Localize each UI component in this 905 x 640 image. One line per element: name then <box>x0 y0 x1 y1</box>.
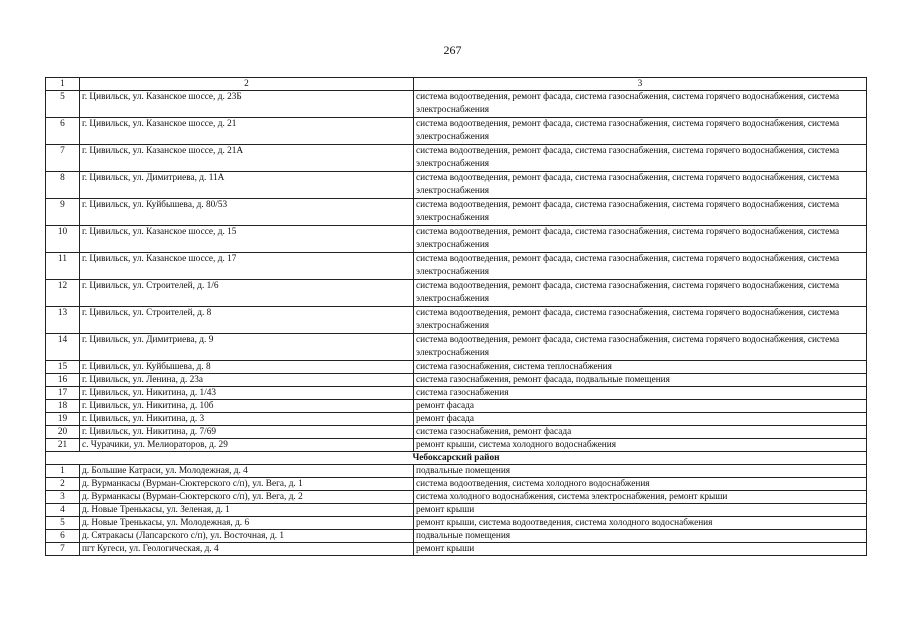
address-cell: г. Цивильск, ул. Казанское шоссе, д. 17 <box>80 253 414 280</box>
row-number-cell: 7 <box>46 145 80 172</box>
works-cell: система водоотведения, ремонт фасада, система газоснабжения, система горячего водоснабжения, система электроснабжения <box>414 226 867 253</box>
table-row <box>46 253 867 280</box>
address-cell: г. Цивильск, ул. Казанское шоссе, д. 23Б <box>80 91 414 118</box>
row-number-cell: 13 <box>46 307 80 334</box>
address-cell: г. Цивильск, ул. Строителей, д. 8 <box>80 307 414 334</box>
works-cell: система водоотведения, система холодного водоснабжения <box>414 478 867 491</box>
address-cell: г. Цивильск, ул. Никитина, д. 7/69 <box>80 426 414 439</box>
table-row <box>46 517 867 530</box>
row-number-cell: 14 <box>46 334 80 361</box>
works-cell: система водоотведения, ремонт фасада, система газоснабжения, система горячего водоснабжения, система электроснабжения <box>414 280 867 307</box>
works-cell: система водоотведения, ремонт фасада, система газоснабжения, система горячего водоснабжения, система электроснабжения <box>414 253 867 280</box>
table-row <box>46 118 867 145</box>
row-number-cell: 9 <box>46 199 80 226</box>
table-row <box>46 465 867 478</box>
row-number-cell: 21 <box>46 439 80 452</box>
table-row <box>46 439 867 452</box>
row-number-cell: 6 <box>46 530 80 543</box>
address-cell: г. Цивильск, ул. Никитина, д. 3 <box>80 413 414 426</box>
row-number-cell: 8 <box>46 172 80 199</box>
row-number-cell: 20 <box>46 426 80 439</box>
address-cell: г. Цивильск, ул. Никитина, д. 10б <box>80 400 414 413</box>
table-row <box>46 504 867 517</box>
column-header-3: 3 <box>414 78 867 91</box>
address-cell: д. Вурманкасы (Вурман-Сюктерского с/п), ул. Вега, д. 1 <box>80 478 414 491</box>
table-row <box>46 226 867 253</box>
works-cell: система газоснабжения, ремонт фасада, подвальные помещения <box>414 374 867 387</box>
row-number-cell: 17 <box>46 387 80 400</box>
address-cell: пгт Кугеси, ул. Геологическая, д. 4 <box>80 543 414 556</box>
table-row <box>46 478 867 491</box>
works-cell: система газоснабжения <box>414 387 867 400</box>
row-number-cell: 1 <box>46 465 80 478</box>
address-cell: г. Цивильск, ул. Казанское шоссе, д. 15 <box>80 226 414 253</box>
address-cell: г. Цивильск, ул. Димитриева, д. 11А <box>80 172 414 199</box>
row-number-cell: 11 <box>46 253 80 280</box>
row-number-cell: 16 <box>46 374 80 387</box>
works-cell: подвальные помещения <box>414 530 867 543</box>
district-header-row <box>46 452 867 465</box>
table-row <box>46 307 867 334</box>
table-row <box>46 334 867 361</box>
table-row <box>46 374 867 387</box>
works-cell: система водоотведения, ремонт фасада, система газоснабжения, система горячего водоснабжения, система электроснабжения <box>414 307 867 334</box>
table-row <box>46 426 867 439</box>
address-cell: д. Новые Тренькасы, ул. Зеленая, д. 1 <box>80 504 414 517</box>
works-cell: подвальные помещения <box>414 465 867 478</box>
row-number-cell: 3 <box>46 491 80 504</box>
row-number-cell: 10 <box>46 226 80 253</box>
address-cell: д. Вурманкасы (Вурман-Сюктерского с/п), ул. Вега, д. 2 <box>80 491 414 504</box>
address-cell: г. Цивильск, ул. Куйбышева, д. 80/53 <box>80 199 414 226</box>
row-number-cell: 4 <box>46 504 80 517</box>
row-number-cell: 5 <box>46 91 80 118</box>
column-number-header-row <box>46 78 867 91</box>
page-number: 267 <box>443 43 462 57</box>
table-row <box>46 280 867 307</box>
works-cell: система газоснабжения, ремонт фасада <box>414 426 867 439</box>
works-cell: система водоотведения, ремонт фасада, система газоснабжения, система горячего водоснабжения, система электроснабжения <box>414 91 867 118</box>
table-row <box>46 361 867 374</box>
table-row <box>46 400 867 413</box>
table-row <box>46 145 867 172</box>
table-row <box>46 199 867 226</box>
address-cell: г. Цивильск, ул. Казанское шоссе, д. 21 <box>80 118 414 145</box>
address-cell: г. Цивильск, ул. Никитина, д. 1/43 <box>80 387 414 400</box>
address-cell: д. Большие Катраси, ул. Молодежная, д. 4 <box>80 465 414 478</box>
address-cell: д. Новые Тренькасы, ул. Молодежная, д. 6 <box>80 517 414 530</box>
works-cell: ремонт крыши, система водоотведения, система холодного водоснабжения <box>414 517 867 530</box>
row-number-cell: 12 <box>46 280 80 307</box>
works-cell: система водоотведения, ремонт фасада, система газоснабжения, система горячего водоснабжения, система электроснабжения <box>414 172 867 199</box>
row-number-cell: 18 <box>46 400 80 413</box>
works-cell: ремонт фасада <box>414 400 867 413</box>
works-cell: ремонт крыши, система холодного водоснабжения <box>414 439 867 452</box>
table-row <box>46 491 867 504</box>
row-number-cell: 15 <box>46 361 80 374</box>
row-number-cell: 5 <box>46 517 80 530</box>
works-cell: система газоснабжения, система теплоснабжения <box>414 361 867 374</box>
address-cell: г. Цивильск, ул. Димитриева, д. 9 <box>80 334 414 361</box>
address-cell: д. Сятракасы (Лапсарского с/п), ул. Восточная, д. 1 <box>80 530 414 543</box>
works-cell: ремонт крыши <box>414 543 867 556</box>
address-cell: г. Цивильск, ул. Ленина, д. 23а <box>80 374 414 387</box>
table-body <box>46 78 867 556</box>
works-cell: система водоотведения, ремонт фасада, система газоснабжения, система горячего водоснабжения, система электроснабжения <box>414 334 867 361</box>
address-cell: г. Цивильск, ул. Казанское шоссе, д. 21А <box>80 145 414 172</box>
works-cell: система водоотведения, ремонт фасада, система газоснабжения, система горячего водоснабжения, система электроснабжения <box>414 199 867 226</box>
table-row <box>46 172 867 199</box>
table-row <box>46 530 867 543</box>
table-row <box>46 413 867 426</box>
address-cell: г. Цивильск, ул. Куйбышева, д. 8 <box>80 361 414 374</box>
address-cell: с. Чурачики, ул. Мелиораторов, д. 29 <box>80 439 414 452</box>
works-cell: система водоотведения, ремонт фасада, система газоснабжения, система горячего водоснабжения, система электроснабжения <box>414 118 867 145</box>
works-cell: ремонт фасада <box>414 413 867 426</box>
works-cell: система холодного водоснабжения, система электроснабжения, ремонт крыши <box>414 491 867 504</box>
table-row <box>46 387 867 400</box>
row-number-cell: 2 <box>46 478 80 491</box>
table-row <box>46 91 867 118</box>
row-number-cell: 6 <box>46 118 80 145</box>
works-cell: ремонт крыши <box>414 504 867 517</box>
row-number-cell: 7 <box>46 543 80 556</box>
district-name: Чебоксарский район <box>46 452 867 465</box>
row-number-cell: 19 <box>46 413 80 426</box>
column-header-2: 2 <box>80 78 414 91</box>
address-cell: г. Цивильск, ул. Строителей, д. 1/6 <box>80 280 414 307</box>
column-header-1: 1 <box>46 78 80 91</box>
table-row <box>46 543 867 556</box>
works-registry-table <box>45 77 867 556</box>
works-cell: система водоотведения, ремонт фасада, система газоснабжения, система горячего водоснабжения, система электроснабжения <box>414 145 867 172</box>
